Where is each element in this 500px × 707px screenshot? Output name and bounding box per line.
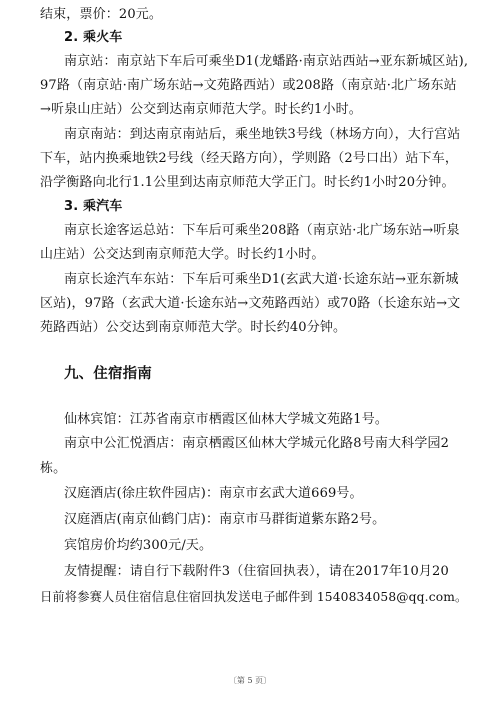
text-line: 栋。 [40,461,67,476]
text-line: 宾馆房价均约300元/天。 [64,538,213,553]
text-line: 结束，票价：20元。 [40,7,163,22]
text-line: 南京南站：到达南京南站后，乘坐地铁3号线（林场方向），大行宫站 [64,127,461,142]
text-line: 仙林宾馆：江苏省南京市栖霞区仙林大学城文苑路1号。 [64,412,389,427]
text-line: 山庄站）公交达到南京师范大学。时长约1小时。 [40,247,325,262]
page-number: 〔第 5 页〕 [228,676,272,685]
text-line: 汉庭酒店(徐庄软件园店)：南京市玄武大道669号。 [64,486,363,501]
text-line: 沿学衡路向北行1.1公里到达南京师范大学正门。时长约1小时20分钟。 [40,175,455,190]
text-line: 南京长途汽车东站：下车后可乘坐D1(玄武大道·长途东站→亚东新城 [64,272,459,287]
text-line: 日前将参赛人员住宿信息住宿回执发送电子邮件到 1540834058@qq.com。 [40,590,468,604]
text-line: 区站)，97路（玄武大道·长途东站→文苑路西站）或70路（长途东站→文 [40,296,461,311]
text-line: 苑路西站）公交达到南京师范大学。时长约40分钟。 [40,320,347,335]
text-line: 下车，站内换乘地铁2号线（经天路方向），学则路（2号口出）站下车， [40,151,458,166]
text-line: 友情提醒：请自行下载附件3（住宿回执表），请在2017年10月20 [64,564,449,579]
subheading-bus: 3. 乘汽车 [64,199,123,214]
text-line: →听泉山庄站）公交到达南京师范大学。时长约1小时。 [40,102,362,117]
text-line: 南京长途客运总站：下车后可乘坐208路（南京站·北广场东站→听泉 [64,223,460,238]
text-line: 南京中公汇悦酒店：南京栖霞区仙林大学城元化路8号南大科学园2 [64,436,450,451]
section-heading-accommodation: 九、住宿指南 [64,366,152,382]
text-line: 97路（南京站·南广场东站→文苑路西站）或208路（南京站·北广场东站 [40,78,457,93]
text-line: 南京站：南京站下车后可乘坐D1(龙蟠路·南京站西站→亚东新城区站), [64,54,469,69]
text-line: 汉庭酒店(南京仙鹤门店)：南京市马群街道紫东路2号。 [64,512,386,527]
subheading-train: 2. 乘火车 [64,30,123,45]
